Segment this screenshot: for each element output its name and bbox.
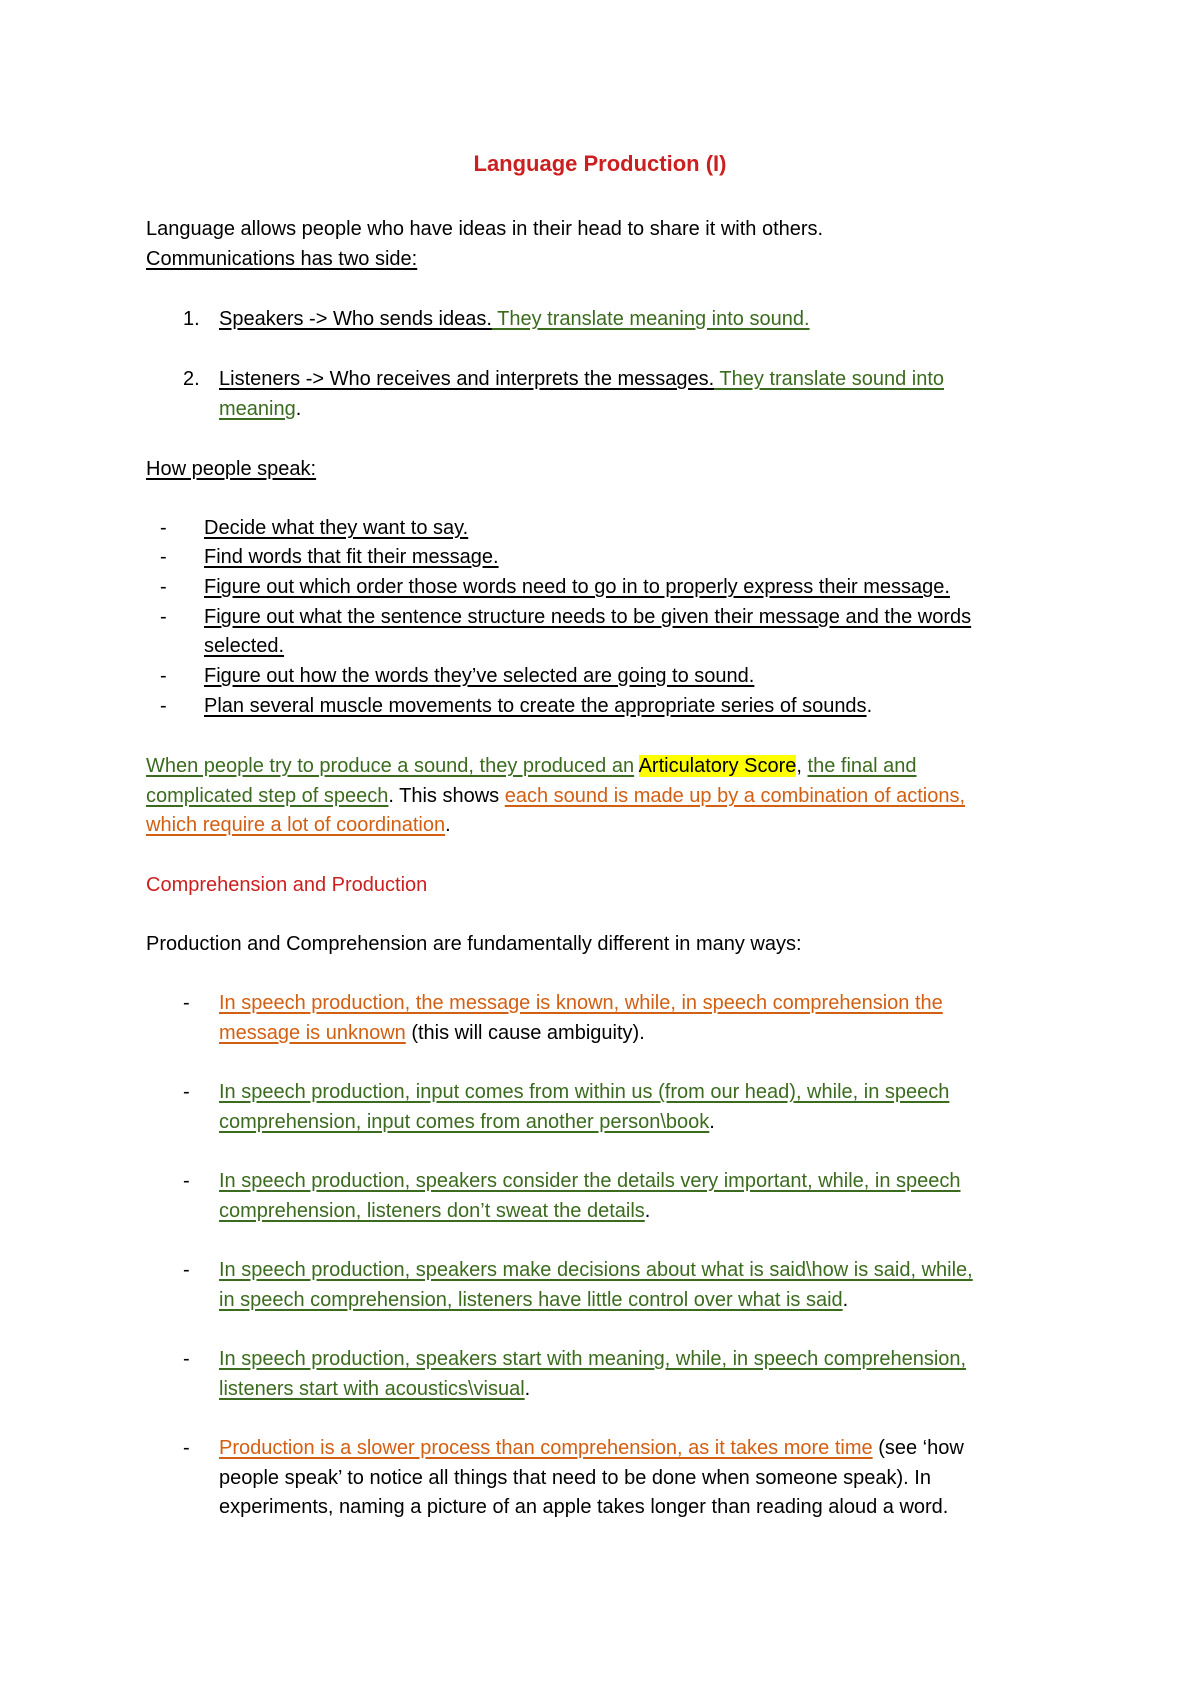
side-speakers-note: They translate meaning into sound. — [491, 308, 810, 330]
how-step: Figure out what the sentence structure needs to be given their message and the words — [204, 606, 972, 628]
last-difference-tail: (see ‘how — [872, 1437, 964, 1459]
how-step-text: Plan several muscle movements to create the appropriate series of sounds — [204, 695, 867, 717]
page-title: Language Production (I) — [473, 151, 727, 176]
list-number: 2. — [183, 368, 200, 390]
difference-text: comprehension, input comes from another person\book — [219, 1111, 710, 1133]
difference-line2 — [219, 1376, 530, 1402]
score-text-b: the final and — [807, 755, 917, 777]
side-listeners — [219, 366, 944, 392]
bullet-marker: - — [183, 1259, 190, 1281]
period: . — [295, 398, 302, 420]
difference-tail: . — [842, 1289, 849, 1311]
score-text-a: When people try to produce a sound, they produced an — [146, 755, 635, 777]
bullet-marker: - — [160, 576, 167, 598]
space — [634, 755, 638, 777]
bullet-marker: - — [183, 1081, 190, 1103]
bullet-marker: - — [160, 606, 167, 628]
bullet-marker: - — [160, 517, 167, 539]
difference-line1: In speech production, speakers start with meaning, while, in speech comprehension, — [219, 1348, 967, 1370]
difference-tail: (this will cause ambiguity). — [405, 1022, 645, 1044]
side-listeners-note-cont: meaning — [219, 398, 296, 420]
comma: , — [796, 755, 802, 777]
section-heading: Comprehension and Production — [146, 874, 428, 896]
score-text-c: complicated step of speech — [146, 785, 389, 807]
bullet-marker: - — [183, 1437, 190, 1459]
last-difference-line2: people speak’ to notice all things that need to be done when someone speak). In — [219, 1467, 931, 1489]
difference-tail: . — [524, 1378, 531, 1400]
side-listeners-cont — [219, 396, 301, 422]
difference-line2 — [219, 1020, 645, 1046]
intro-text: Language allows people who have ideas in their head to share it with others. — [146, 218, 824, 240]
side-listeners-label: Listeners -> Who receives and interprets the messages. — [219, 368, 715, 390]
how-step: Figure out how the words they’ve selected are going to sound. — [204, 665, 755, 687]
side-speakers — [219, 306, 810, 332]
bullet-marker: - — [183, 1348, 190, 1370]
how-step: Decide what they want to say. — [204, 517, 469, 539]
difference-line1: In speech production, the message is known, while, in speech comprehension the — [219, 992, 943, 1014]
difference-line2 — [219, 1287, 848, 1313]
score-text-d: . This shows — [388, 785, 505, 807]
difference-text: message is unknown — [219, 1022, 406, 1044]
last-difference-line3: experiments, naming a picture of an apple takes longer than reading aloud a word. — [219, 1496, 949, 1518]
score-text-f: which require a lot of coordination — [146, 814, 446, 836]
difference-text: comprehension, listeners don’t sweat the details — [219, 1200, 645, 1222]
score-paragraph-line2 — [146, 783, 965, 809]
how-step: Figure out which order those words need to go in to properly express their message. — [204, 576, 950, 598]
how-step-last — [204, 693, 872, 719]
difference-tail: . — [709, 1111, 715, 1133]
score-paragraph-line3 — [146, 812, 451, 838]
difference-line2 — [219, 1109, 715, 1135]
articulatory-score-highlight: Articulatory Score — [638, 755, 797, 777]
difference-line1: In speech production, speakers consider the details very important, while, in speech — [219, 1170, 961, 1192]
difference-text: in speech comprehension, listeners have little control over what is said — [219, 1289, 843, 1311]
period: . — [445, 814, 451, 836]
bullet-marker: - — [160, 695, 167, 717]
difference-line1: In speech production, input comes from within us (from our head), while, in speech — [219, 1081, 950, 1103]
side-listeners-note: They translate sound into — [714, 368, 945, 390]
side-speakers-label: Speakers -> Who sends ideas. — [219, 308, 492, 330]
how-step-cont: selected. — [204, 635, 285, 657]
difference-line2 — [219, 1198, 650, 1224]
bullet-marker: - — [183, 992, 190, 1014]
score-text-e: each sound is made up by a combination of actions, — [504, 785, 966, 807]
list-number: 1. — [183, 308, 200, 330]
section-intro: Production and Comprehension are fundamentally different in many ways: — [146, 933, 802, 955]
bullet-marker: - — [160, 665, 167, 687]
period: . — [866, 695, 873, 717]
last-difference-text: Production is a slower process than comprehension, as it takes more time — [219, 1437, 873, 1459]
difference-tail: . — [644, 1200, 651, 1222]
last-difference-line1 — [219, 1435, 964, 1461]
difference-line1: In speech production, speakers make decisions about what is said\how is said, while, — [219, 1259, 973, 1281]
difference-text: listeners start with acoustics\visual — [219, 1378, 525, 1400]
score-paragraph-line1 — [146, 753, 917, 779]
sides-heading: Communications has two side: — [146, 248, 418, 270]
bullet-marker: - — [160, 546, 167, 568]
how-step: Find words that fit their message. — [204, 546, 499, 568]
bullet-marker: - — [183, 1170, 190, 1192]
how-heading: How people speak: — [146, 458, 317, 480]
